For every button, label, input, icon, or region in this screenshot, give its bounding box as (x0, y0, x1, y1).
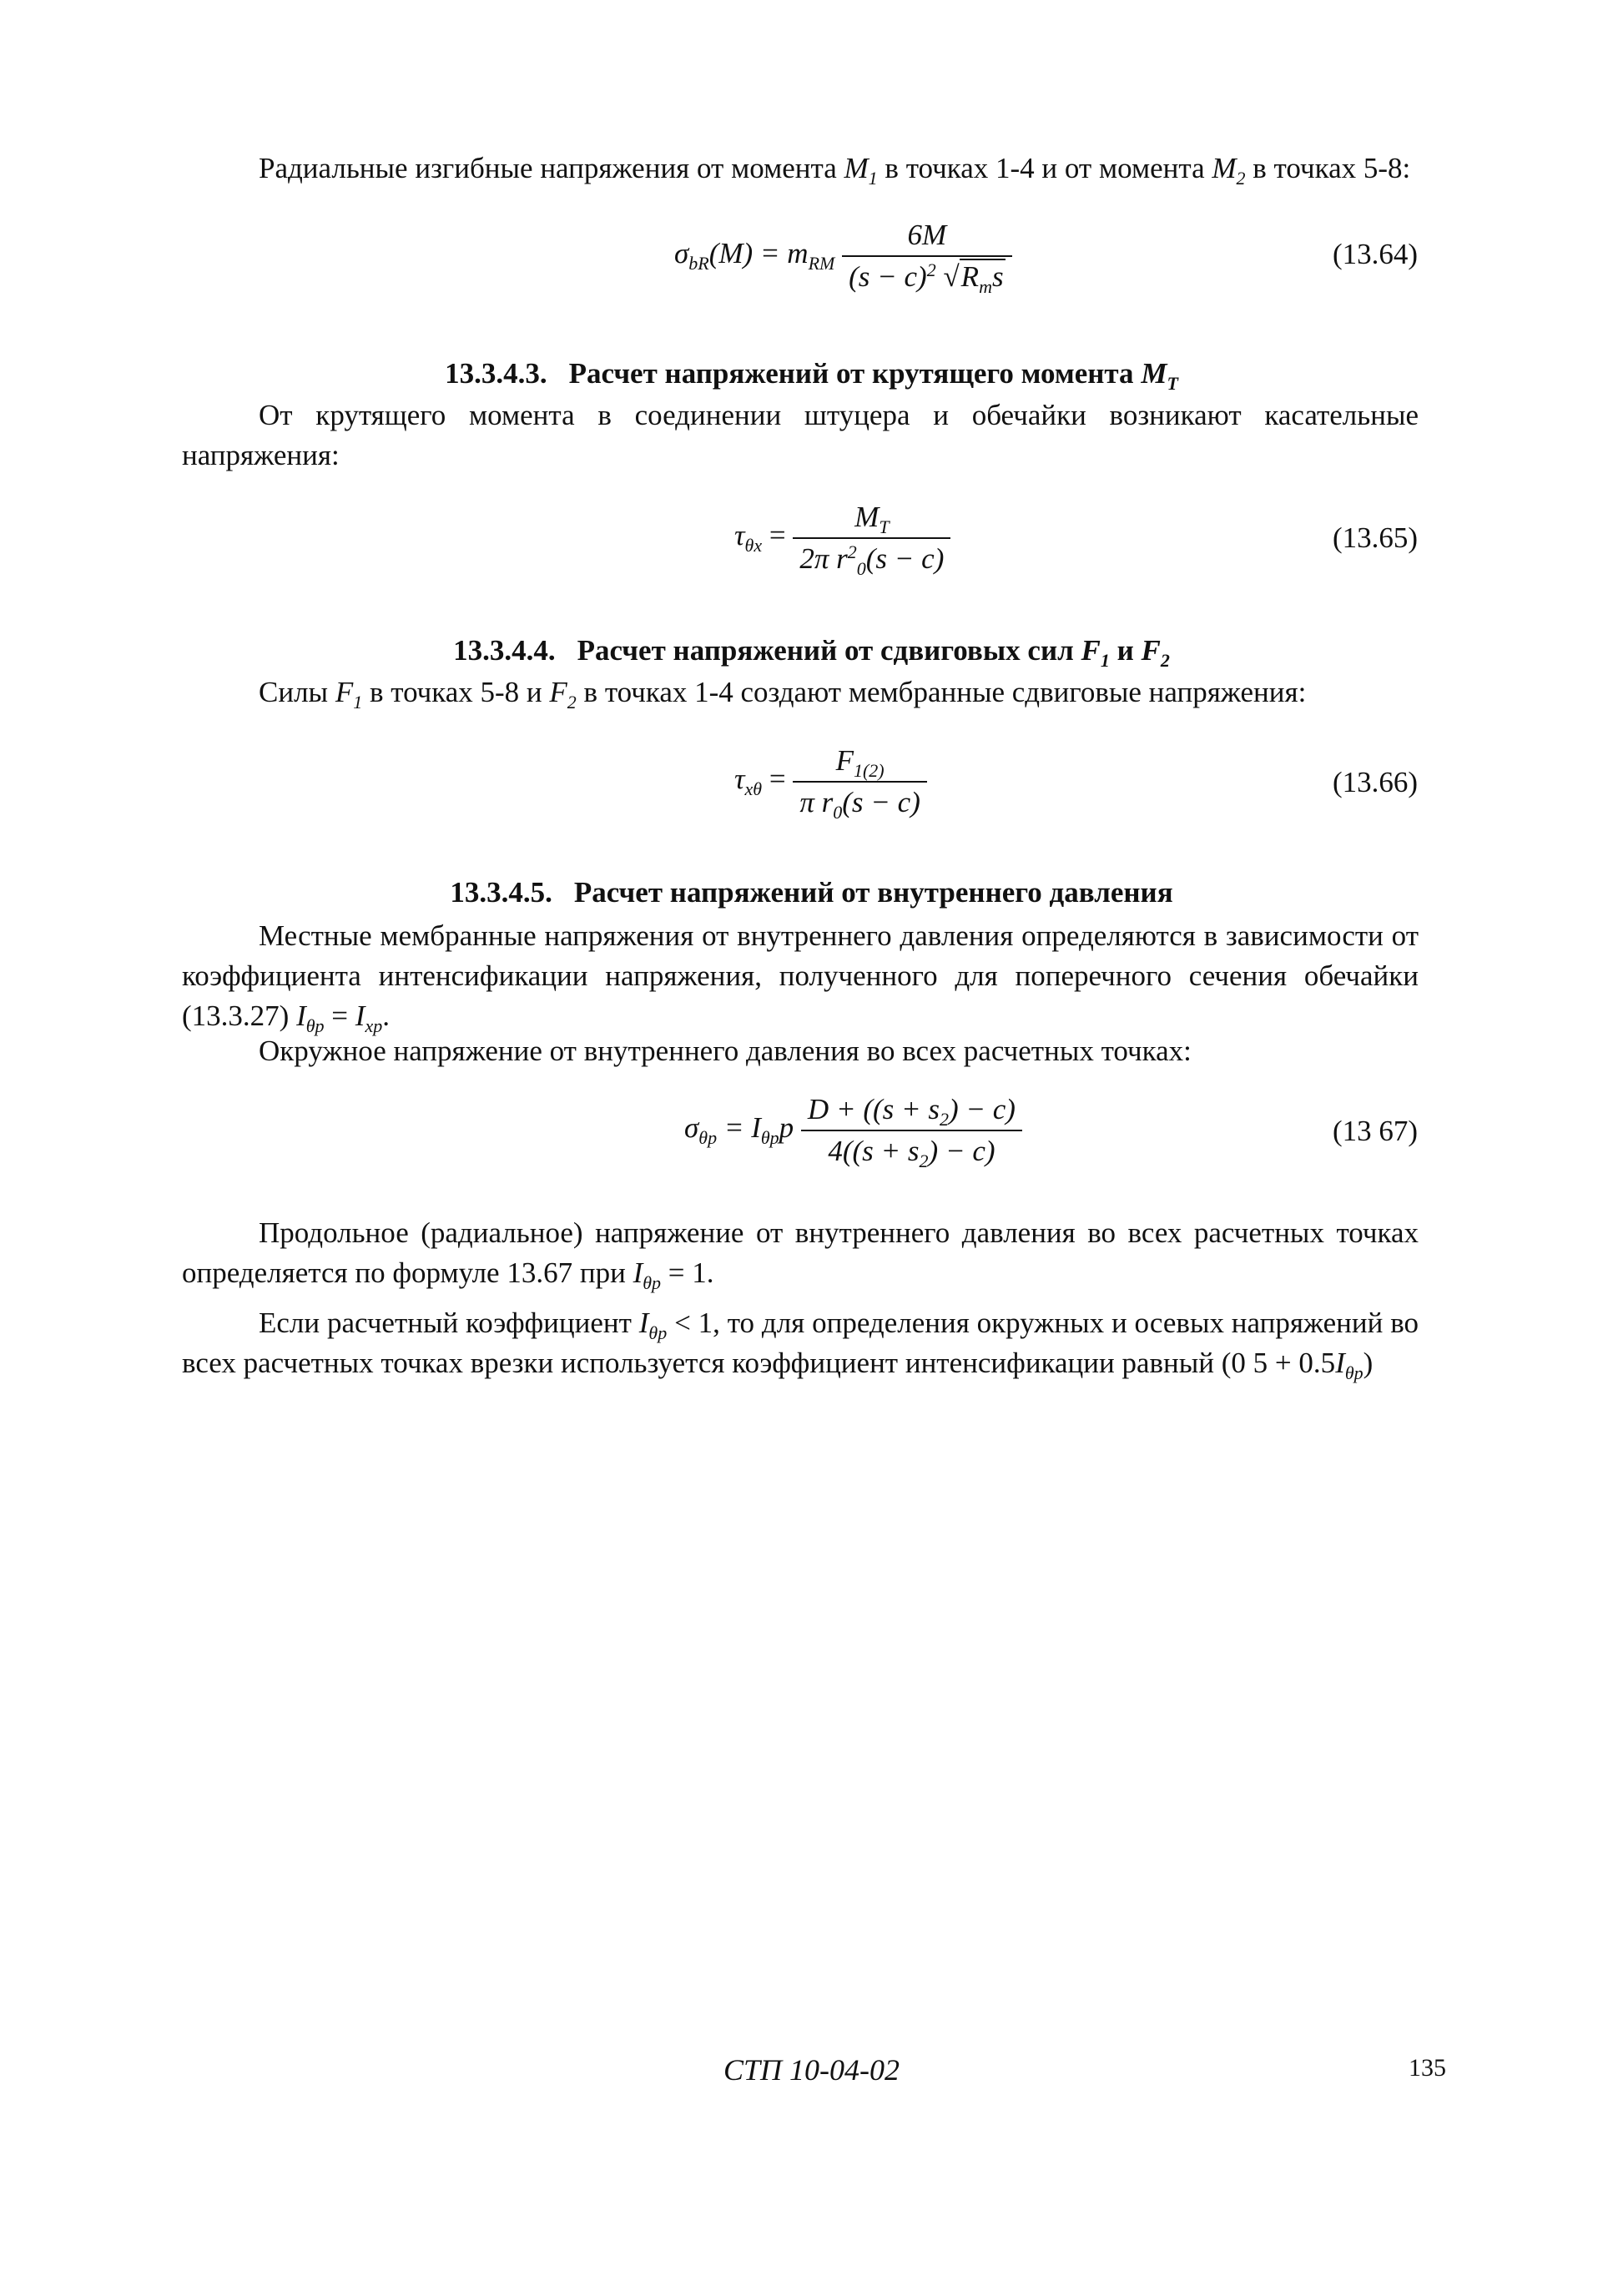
equation-number: (13.64) (1332, 238, 1418, 270)
paragraph-torque-stresses: От крутящего момента в соединении штуцера и обечайки возникают касательные напряжения: (182, 399, 1419, 471)
symbol: F (1141, 634, 1161, 667)
subscript: θp (643, 1272, 662, 1293)
text: ) − c) (928, 1135, 995, 1167)
section-number: 13.3.4.5. (450, 876, 552, 909)
subscript: xθ (744, 778, 763, 800)
text: π r (799, 786, 834, 818)
text: s (991, 260, 1004, 293)
subscript: 0 (856, 558, 866, 579)
subscript: bR (688, 253, 709, 274)
numerator (793, 744, 927, 781)
superscript: 2 (847, 541, 857, 562)
text: R (960, 260, 980, 293)
subscript: θp (648, 1322, 668, 1343)
text: < 1, то для определения окружных и осевых напряжений во всех расчетных точках врезки используется коэффициент интенсификации равный (0 5 + 0.5 (182, 1307, 1419, 1379)
subscript: 1(2) (853, 760, 885, 781)
page-number: 135 (1409, 2054, 1446, 2082)
symbol: F (335, 676, 354, 708)
subscript: 2 (919, 1151, 929, 1171)
subscript: θp (305, 1015, 325, 1036)
fraction (842, 219, 1011, 297)
text: в точках 1-4 создают мембранные сдвиговые напряжения: (576, 676, 1307, 708)
paragraph-local-membrane (182, 916, 1419, 1036)
text: (s − c) (849, 260, 927, 293)
section-heading-13-3-4-5 (0, 873, 1623, 913)
subscript: xp (365, 1015, 383, 1036)
section-heading-13-3-4-4 (0, 631, 1623, 671)
section-number: 13.3.4.4. (453, 634, 556, 667)
subscript: θp (698, 1127, 718, 1149)
denominator (793, 781, 927, 823)
subscript: 2 (940, 1109, 949, 1130)
sqrt (960, 259, 1006, 297)
subscript: m (979, 276, 992, 297)
subscript: RM (808, 253, 835, 274)
equation-13-67 (684, 1093, 1022, 1171)
text: (s − c) (865, 542, 945, 575)
symbol: I (296, 999, 306, 1032)
section-number: 13.3.4.3. (445, 357, 547, 390)
subscript: 2 (567, 692, 577, 712)
text: Продольное (радиальное) напряжение от внутреннего давления во всех расчетных точках определяется по формуле 13.67 при (182, 1216, 1419, 1289)
footer-document-code: СТП 10-04-02 (723, 2053, 900, 2087)
text: M (854, 501, 880, 533)
subscript: 2 (1236, 168, 1246, 189)
subscript: T (1167, 373, 1178, 394)
paragraph-shear-forces (182, 672, 1419, 712)
text: . (382, 999, 390, 1032)
fraction (793, 744, 927, 823)
subscript: 1 (353, 692, 363, 712)
numerator: 6M (907, 219, 947, 251)
text: в точках 1-4 и от момента (877, 152, 1212, 184)
paragraph-hoop-stress: Окружное напряжение от внутреннего давления во всех расчетных точках: (259, 1035, 1192, 1067)
equation-13-65 (734, 501, 950, 579)
subscript: 1 (868, 168, 878, 189)
equation-13-64 (674, 219, 1012, 297)
denominator (801, 1130, 1022, 1171)
subscript: 0 (833, 802, 843, 823)
denominator (793, 537, 950, 579)
subscript: 1 (1100, 650, 1110, 671)
text: Местные мембранные напряжения от внутреннего давления определяются в зависимости от коэффициента интенсификации напряжения, полученного для поперечного сечения обечайки (13.3.27) (182, 919, 1419, 1032)
text: Если расчетный коэффициент (259, 1307, 639, 1339)
numerator (793, 501, 950, 537)
text: 2π r (799, 542, 848, 575)
symbol: F (549, 676, 567, 708)
subscript: T (879, 516, 890, 537)
sigma-symbol: σ (684, 1111, 699, 1145)
text: = 1. (661, 1256, 714, 1289)
subscript: 2 (1160, 650, 1170, 671)
numerator (801, 1093, 1022, 1130)
text: D + ((s + s (807, 1093, 940, 1125)
section-heading-13-3-4-3 (0, 354, 1623, 394)
text: (M) = m (708, 237, 809, 270)
text: в точках 5-8: (1245, 152, 1411, 184)
equation-number: (13.66) (1332, 766, 1418, 798)
symbol: M (844, 152, 869, 184)
text: 4((s + s (828, 1135, 920, 1167)
section-title: Расчет напряжений от крутящего момента (568, 357, 1142, 390)
symbol: I (1335, 1347, 1345, 1379)
equals-sign: = (762, 519, 786, 552)
symbol: I (638, 1307, 649, 1339)
equation-number: (13.65) (1332, 521, 1418, 554)
equation-13-66 (734, 744, 927, 823)
subscript: θx (744, 535, 763, 556)
symbol: M (1212, 152, 1237, 184)
paragraph-intensification (182, 1303, 1419, 1383)
symbol: I (633, 1256, 643, 1289)
text: в точках 5-8 и (362, 676, 550, 708)
text: и (1109, 634, 1142, 667)
symbol: M (1141, 357, 1167, 390)
tau-symbol: τ (734, 763, 745, 796)
denominator: $(s - c)^2$ $√R_ms$ (842, 255, 1011, 294)
symbol: F (1081, 634, 1101, 667)
subscript: θp (1344, 1362, 1363, 1383)
subscript: θp (760, 1127, 779, 1149)
sigma-symbol: σ (674, 237, 689, 270)
paragraph-longitudinal-stress (182, 1213, 1419, 1293)
superscript: 2 (926, 259, 936, 280)
tau-symbol: τ (734, 519, 745, 552)
section-title: Расчет напряжений от сдвиговых сил (577, 634, 1081, 667)
text: Радиальные изгибные напряжения от момента (259, 152, 844, 184)
section-title: Расчет напряжений от внутреннего давления (573, 876, 1173, 909)
fraction (801, 1093, 1022, 1171)
symbol: I (355, 999, 365, 1032)
text: Силы (259, 676, 335, 708)
text: = I (717, 1111, 761, 1145)
text: (s − c) (842, 786, 920, 818)
text: ) − c) (949, 1093, 1016, 1125)
equals-sign: = (762, 763, 786, 796)
text: ) (1363, 1347, 1374, 1379)
paragraph-radial-bending (182, 149, 1419, 189)
fraction (793, 501, 950, 579)
text: p (779, 1111, 794, 1145)
text: F (835, 744, 854, 777)
text: = (324, 999, 355, 1032)
equation-number: (13 67) (1332, 1115, 1418, 1147)
